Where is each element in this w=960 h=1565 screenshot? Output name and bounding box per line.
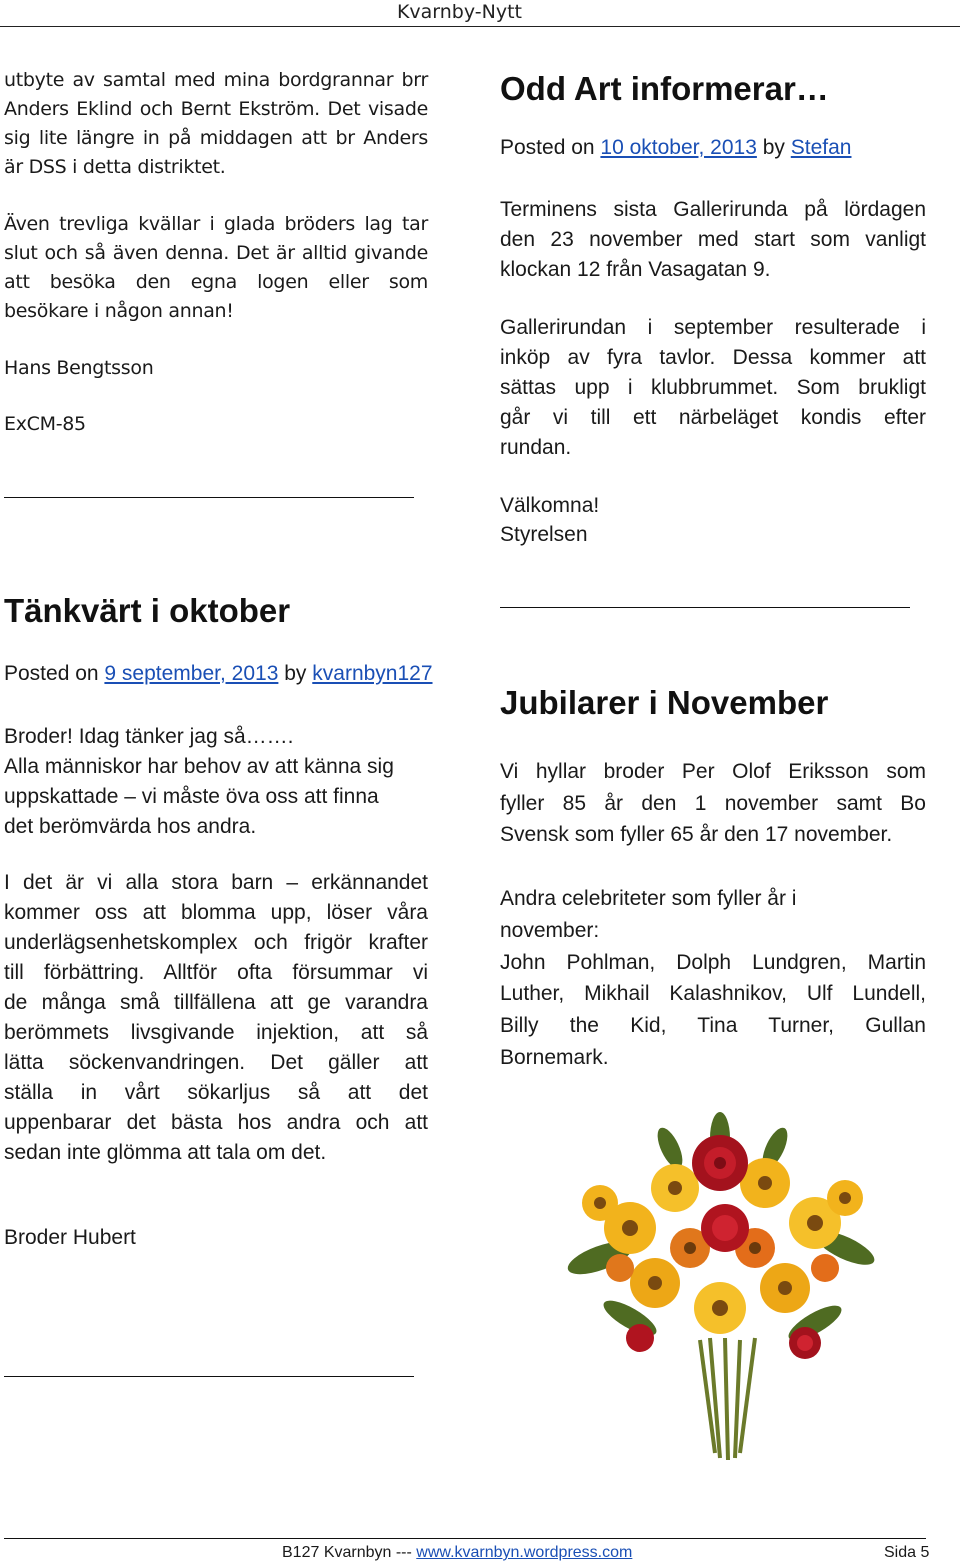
odd-art-paragraph-2 [500, 313, 926, 463]
text-line: slut och så även denna. Det är alltid givande [4, 242, 428, 264]
signature-title: ExCM-85 [4, 413, 86, 435]
text-line: uppskattade – vi måste öva oss att finna [4, 785, 379, 808]
text-line: till förbättring. Alltför ofta försummar vi [4, 961, 428, 984]
post-meta [500, 136, 851, 160]
post-meta [4, 662, 433, 686]
text-line: John Pohlman, Dolph Lundgren, Martin [500, 950, 926, 974]
text-line: lätta söckenvandringen. Det gäller att [4, 1051, 428, 1074]
text-line: Svensk som fyller 65 år den 17 november. [500, 823, 893, 846]
text-line: Broder! Idag tänker jag så……. [4, 725, 294, 748]
text-line: är DSS i detta distriktet. [4, 156, 226, 178]
text-line: besökare i någon annan! [4, 300, 234, 322]
article-title-odd-art: Odd Art informerar… [500, 70, 829, 107]
intro2-paragraph [4, 210, 428, 326]
article-title-tankvart: Tänkvärt i oktober [4, 592, 291, 629]
text-line: Terminens sista Gallerirunda på lördagen [500, 198, 926, 221]
text-line: kommer oss att blomma upp, löser våra [4, 901, 428, 924]
intro-paragraph [4, 66, 428, 182]
odd-art-paragraph-1 [500, 195, 926, 285]
post-date-link[interactable]: 10 oktober, 2013 [600, 136, 757, 159]
text-line: Luther, Mikhail Kalashnikov, Ulf Lundell, [500, 982, 926, 1006]
page-number: Sida 5 [884, 1544, 930, 1561]
tankvart-paragraph-1 [4, 722, 428, 842]
text-line: Gallerirundan i september resulterade i [500, 316, 926, 339]
footer-website-link[interactable]: www.kvarnbyn.wordpress.com [416, 1544, 633, 1561]
text-line: sig lite längre in på middagen att br Anders [4, 127, 428, 149]
text-line: Alla människor har behov av att känna sig [4, 755, 394, 778]
tankvart-paragraph-2 [4, 868, 428, 1168]
page-header [0, 0, 960, 27]
article-title-jubilarer: Jubilarer i November [500, 684, 829, 721]
footer-prefix: B127 Kvarnbyn --- [282, 1544, 417, 1561]
text-line: uppenbarar det bästa hos andra och att [4, 1111, 428, 1134]
text-line: Anders Eklind och Bernt Ekström. Det visade [4, 98, 428, 120]
tankvart-signature: Broder Hubert [4, 1226, 136, 1249]
text-line: november: [500, 918, 600, 942]
text-line: rundan. [500, 436, 572, 459]
by-label: by [284, 662, 307, 685]
text-line: Billy the Kid, Tina Turner, Gullan [500, 1014, 926, 1038]
text-line: Andra celebriteter som fyller år i [500, 887, 797, 910]
text-line: går vi till ett närbeläget kondis efter [500, 406, 926, 429]
text-line: sedan inte glömma att tala om det. [4, 1141, 327, 1164]
signature-name: Hans Bengtsson [4, 357, 154, 379]
footer-rule [4, 1538, 926, 1539]
text-line: I det är vi alla stora barn – erkännandet [4, 871, 428, 894]
text-line: de många små tillfällena att ge varandra [4, 991, 428, 1014]
text-line: fyller 85 år den 1 november samt Bo [500, 791, 926, 815]
separator-line [4, 1376, 414, 1377]
text-line: utbyte av samtal med mina bordgrannar brr [4, 69, 428, 91]
text-line: det berömvärda hos andra. [4, 815, 257, 838]
newsletter-title: Kvarnby-Nytt [396, 1, 522, 23]
text-line: den 23 november med start som vanligt [500, 228, 926, 251]
by-label: by [762, 136, 785, 159]
odd-art-signature: Styrelsen [500, 523, 588, 546]
text-line: ställa in vårt sökarljus så att det [4, 1081, 428, 1104]
post-date-link[interactable]: 9 september, 2013 [104, 662, 279, 685]
text-line: klockan 12 från Vasagatan 9. [500, 258, 771, 281]
jubilarer-paragraph-2 [500, 883, 926, 1074]
text-line: sättas upp i klubbrummet. Som brukligt [500, 376, 926, 399]
jubilarer-paragraph-1 [500, 756, 926, 851]
separator-line [4, 497, 414, 498]
text-line: Vi hyllar broder Per Olof Eriksson som [500, 760, 926, 783]
post-author-link[interactable]: kvarnbyn127 [312, 662, 433, 685]
footer-text [282, 1544, 632, 1562]
flower-bouquet-image [560, 1108, 880, 1468]
post-author-link[interactable]: Stefan [790, 136, 852, 159]
separator-line [500, 607, 910, 608]
text-line: Bornemark. [500, 1045, 609, 1069]
text-line: underlägsenhetskomplex och frigör krafter [4, 931, 428, 954]
text-line: att besöka den egna logen eller som [4, 271, 428, 293]
odd-art-welcome: Välkomna! [500, 494, 600, 517]
text-line: Även trevliga kvällar i glada bröders lag tar [4, 213, 428, 235]
text-line: inköp av fyra tavlor. Dessa kommer att [500, 346, 926, 369]
bouquet-stems [700, 1338, 755, 1460]
posted-label: Posted on [500, 136, 595, 159]
text-line: berömmets livsgivande injektion, att så [4, 1021, 428, 1044]
posted-label: Posted on [4, 662, 99, 685]
